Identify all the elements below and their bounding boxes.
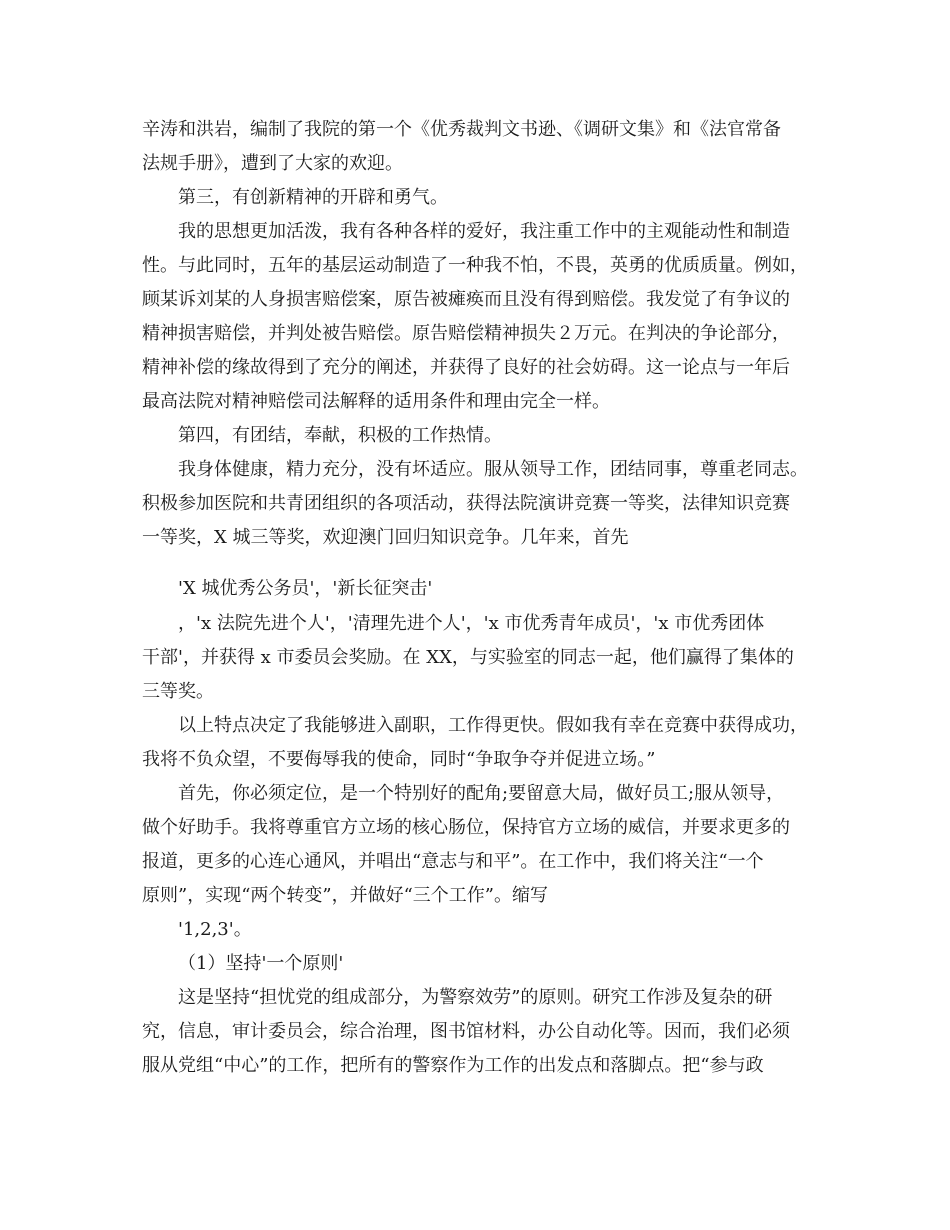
text-line: '1,2,3'。 xyxy=(178,919,252,940)
text-line: 三等奖。 xyxy=(142,681,214,702)
text-line: ，'x 法院先进个人'，'清理先进个人'，'x 市优秀青年成员'，'x 市优秀团体 xyxy=(178,613,765,634)
text-line: 做个好助手。我将尊重官方立场的核心肠位，保持官方立场的威信，并要求更多的 xyxy=(142,817,790,838)
text-line: 我的思想更加活泼，我有各种各样的爱好，我注重工作中的主观能动性和制造 xyxy=(178,221,790,242)
text-line: 精神补偿的缘故得到了充分的阐述，并获得了良好的社会妨碍。这一论点与一年后 xyxy=(142,357,790,378)
text-line: 干部'，并获得 x 市委员会奖励。在 XX，与实验室的同志一起，他们赢得了集体的 xyxy=(142,647,794,668)
text-line: 我身体健康，精力充分，没有坏适应。服从领导工作，团结同事，尊重老同志。 xyxy=(178,459,808,480)
section-heading: （1）坚持'一个原则' xyxy=(178,953,344,974)
text-line: 报道，更多的心连心通风，并唱出“意志与和平”。在工作中，我们将关注“一个 xyxy=(142,851,764,872)
text-line: 积极参加医院和共青团组织的各项活动，获得法院演讲竞赛一等奖，法律知识竞赛 xyxy=(142,493,790,514)
text-line: 性。与此同时，五年的基层运动制造了一种我不怕，不畏，英勇的优质质量。例如， xyxy=(142,255,808,276)
text-line: 一等奖，X 城三等奖，欢迎澳门回归知识竞争。几年来，首先 xyxy=(142,527,629,548)
text-line: 辛涛和洪岩，编制了我院的第一个《优秀裁判文书逊、《调研文集》和《法官常备 xyxy=(142,119,781,140)
text-line: 这是坚持“担忧党的组成部分，为警察效劳”的原则。研究工作涉及复杂的研 xyxy=(178,987,773,1008)
text-line: 精神损害赔偿，并判处被告赔偿。原告赔偿精神损失２万元。在判决的争论部分， xyxy=(142,323,790,344)
text-line: 'X 城优秀公务员'，'新长征突击' xyxy=(178,578,433,599)
section-heading: 第四，有团结，奉献，积极的工作热情。 xyxy=(178,425,502,446)
text-line: 服从党组“中心”的工作，把所有的警察作为工作的出发点和落脚点。把“参与政 xyxy=(142,1055,764,1076)
text-line: 法规手册》，遭到了大家的欢迎。 xyxy=(142,153,403,174)
text-line: 原则”，实现“两个转变”，并做好“三个工作”。缩写 xyxy=(142,885,549,906)
text-line: 我将不负众望，不要侮辱我的使命，同时“争取争夺并促进立场。” xyxy=(142,749,656,770)
text-line: 最高法院对精神赔偿司法解释的适用条件和理由完全一样。 xyxy=(142,391,610,412)
text-line: 首先，你必须定位，是一个特别好的配角;要留意大局，做好员工;服从领导， xyxy=(178,783,785,804)
text-line: 以上特点决定了我能够进入副职，工作得更快。假如我有幸在竞赛中获得成功， xyxy=(178,715,808,736)
section-heading: 第三，有创新精神的开辟和勇气。 xyxy=(178,187,448,208)
text-line: 究，信息，审计委员会，综合治理，图书馆材料，办公自动化等。因而，我们必须 xyxy=(142,1021,790,1042)
text-line: 顾某诉刘某的人身损害赔偿案，原告被瘫痪而且没有得到赔偿。我发觉了有争议的 xyxy=(142,289,790,310)
